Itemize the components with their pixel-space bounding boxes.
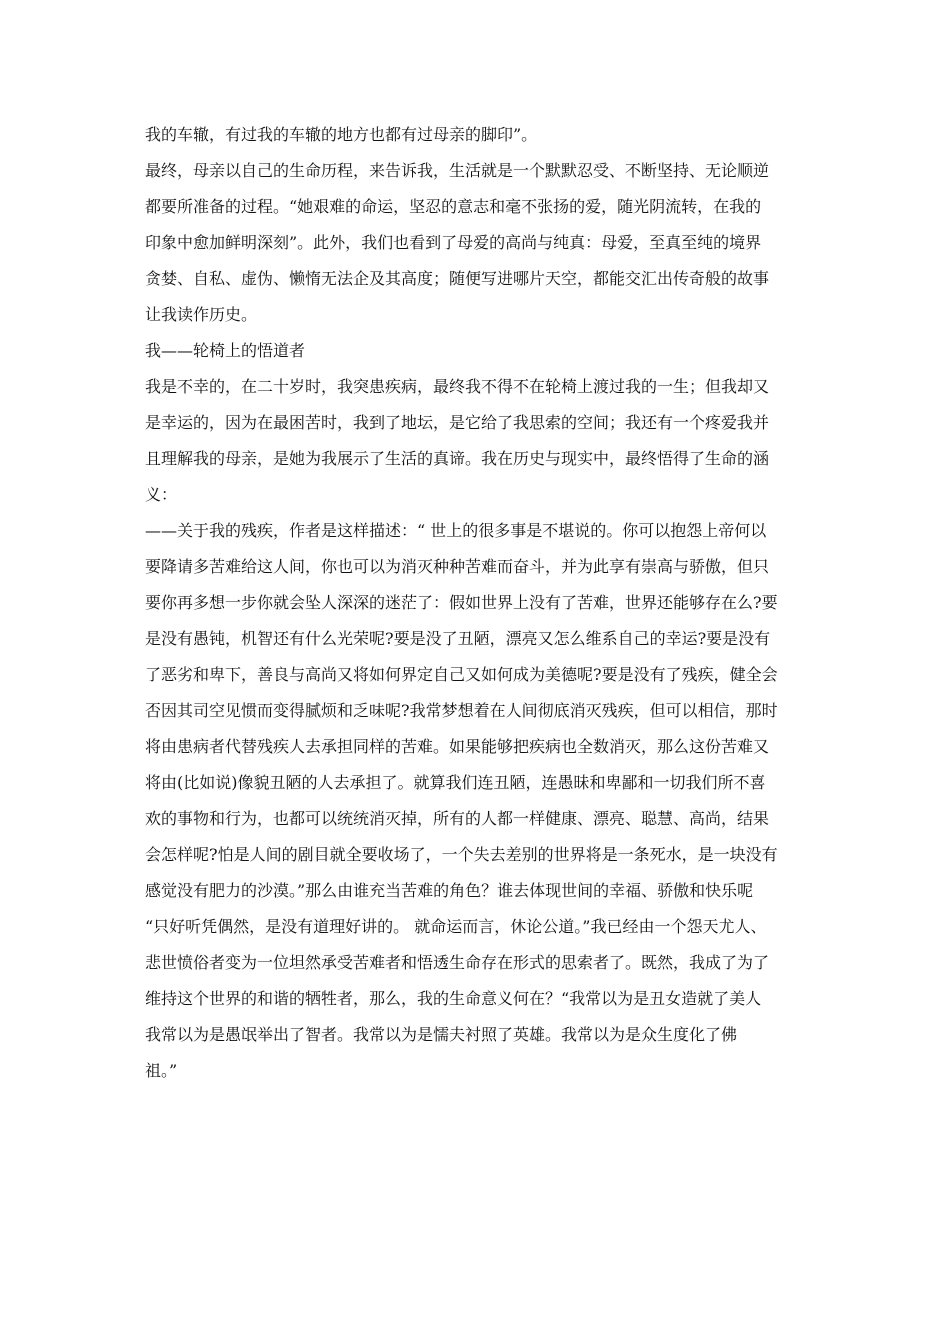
text-line: 是没有愚钝，机智还有什么光荣呢?要是没了丑陋，漂亮又怎么维系自己的幸运?要是没有 [145, 629, 771, 648]
text-line: 悲世愤俗者变为一位坦然承受苦难者和悟透生命存在形式的思索者了。既然，我成了为了 [145, 953, 770, 972]
text-line: 会怎样呢?怕是人间的剧目就全要收场了，一个失去差别的世界将是一条死水，是一块没有 [145, 845, 778, 864]
text-line: 要你再多想一步你就会坠人深深的迷茫了：假如世界上没有了苦难，世界还能够存在么?要 [145, 593, 778, 612]
text-line: ——关于我的残疾，作者是这样描述：“ 世上的很多事是不堪说的。你可以抱怨上帝何以 [145, 521, 767, 540]
text-line: 了恶劣和卑下，善良与高尚又将如何界定自己又如何成为美德呢?要是没有了残疾，健全会 [145, 665, 778, 684]
text-line: 且理解我的母亲，是她为我展示了生活的真谛。我在历史与现实中，最终悟得了生命的涵 [145, 449, 770, 468]
text-line: 都要所准备的过程。“她艰难的命运，坚忍的意志和毫不张扬的爱，随光阴流转，在我的 [145, 197, 762, 216]
text-line: 否因其司空见惯而变得腻烦和乏味呢?我常梦想着在人间彻底消灭残疾，但可以相信，那时 [145, 701, 778, 720]
text-line: 我是不幸的，在二十岁时，我突患疾病，最终我不得不在轮椅上渡过我的一生；但我却又 [145, 377, 770, 396]
text-line: 让我读作历史。 [145, 305, 258, 324]
text-line: 印象中愈加鲜明深刻”。此外，我们也看到了母爱的高尚与纯真：母爱，至真至纯的境界 [145, 233, 762, 252]
text-line: 欢的事物和行为，也都可以统统消灭掉，所有的人都一样健康、漂亮、聪慧、高尚，结果 [145, 809, 770, 828]
text-line: 要降请多苦难给这人间，你也可以为消灭种种苦难而奋斗，并为此享有崇高与骄傲，但只 [145, 557, 770, 576]
text-line: 祖。” [145, 1061, 178, 1080]
text-line: 最终，母亲以自己的生命历程，来告诉我，生活就是一个默默忍受、不断坚持、无论顺逆 [145, 161, 770, 180]
text-line: 感觉没有肥力的沙漠。”那么由谁充当苦难的角色？谁去体现世间的幸福、骄傲和快乐呢 [145, 881, 754, 900]
text-line: 贪婪、自私、虚伪、懒惰无法企及其高度；随便写进哪片天空，都能交汇出传奇般的故事 [145, 269, 770, 288]
text-line: 义： [145, 485, 178, 504]
body-text [145, 117, 815, 1089]
text-line: 将由患病者代替残疾人去承担同样的苦难。如果能够把疾病也全数消灭，那么这份苦难又 [145, 737, 770, 756]
text-line: 维持这个世界的和谐的牺牲者，那么，我的生命意义何在？“我常以为是丑女造就了美人 [145, 989, 762, 1008]
text-line: 我的车辙，有过我的车辙的地方也都有过母亲的脚印”。 [145, 125, 538, 144]
text-line: “只好听凭偶然，是没有道理好讲的。 就命运而言，休论公道。”我已经由一个怨天尤人、 [145, 917, 767, 936]
text-line: 是幸运的，因为在最困苦时，我到了地坛，是它给了我思索的空间；我还有一个疼爱我并 [145, 413, 770, 432]
section-heading: 我——轮椅上的悟道者 [145, 341, 306, 360]
text-line: 我常以为是愚氓举出了智者。我常以为是懦夫衬照了英雄。我常以为是众生度化了佛 [145, 1025, 738, 1044]
text-line: 将由(比如说)像貌丑陋的人去承担了。就算我们连丑陋，连愚昧和卑鄙和一切我们所不喜 [145, 773, 766, 792]
